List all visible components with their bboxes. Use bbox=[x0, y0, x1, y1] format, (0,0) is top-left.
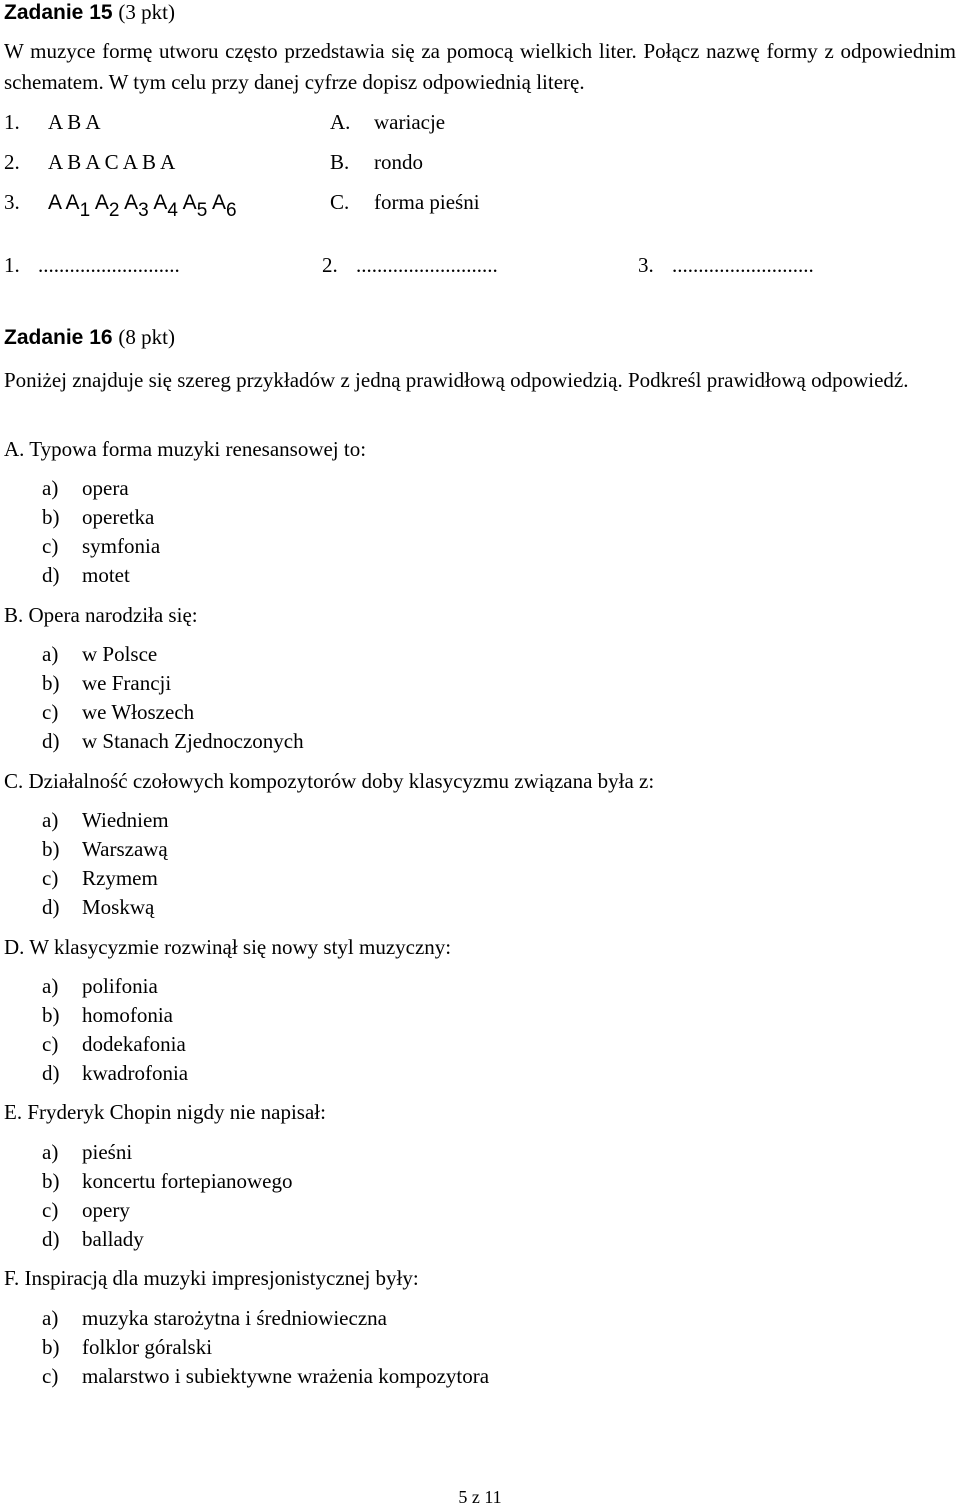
question-d-option-d[interactable]: d) kwadrofonia bbox=[42, 1061, 189, 1085]
question-d: D. W klasycyzmie rozwinął się nowy styl muzyczny: bbox=[4, 935, 452, 959]
question-d-option-b[interactable]: b) homofonia bbox=[42, 1003, 173, 1027]
question-f: F. Inspiracją dla muzyki impresjonistycznej były: bbox=[4, 1266, 419, 1290]
question-b: B. Opera narodziła się: bbox=[4, 603, 198, 627]
scheme-1: 1. A B A bbox=[4, 110, 101, 134]
scheme-2: 2. A B A C A B A bbox=[4, 150, 176, 174]
answer-1[interactable]: 1. ........................... bbox=[4, 253, 180, 277]
answer-3[interactable]: 3. ........................... bbox=[638, 253, 814, 277]
task-15-title: Zadanie 15 (3 pkt) bbox=[4, 0, 175, 24]
page-number: 5 z 11 bbox=[458, 1487, 502, 1507]
question-a: A. Typowa forma muzyki renesansowej to: bbox=[4, 437, 367, 461]
question-c-option-a[interactable]: a) Wiedniem bbox=[42, 808, 169, 832]
question-f-option-c[interactable]: c) malarstwo i subiektywne wrażenia kompozytora bbox=[42, 1364, 490, 1388]
question-c-option-d[interactable]: d) Moskwą bbox=[42, 895, 155, 919]
question-a-option-b[interactable]: b) operetka bbox=[42, 505, 155, 529]
question-e-option-c[interactable]: c) opery bbox=[42, 1198, 130, 1222]
question-f-option-b[interactable]: b) folklor góralski bbox=[42, 1335, 213, 1359]
question-c: C. Działalność czołowych kompozytorów doby klasycyzmu związana była z: bbox=[4, 769, 655, 793]
question-c-option-b[interactable]: b) Warszawą bbox=[42, 837, 168, 861]
scheme-3: 3. A $A_1$ $A_2$ $A_3$ $A_4$ $A_5$ $A_6$ bbox=[4, 190, 237, 221]
question-e-option-a[interactable]: a) pieśni bbox=[42, 1140, 133, 1164]
question-f-option-a[interactable]: a) muzyka starożytna i średniowieczna bbox=[42, 1306, 387, 1330]
question-a-option-a[interactable]: a) opera bbox=[42, 476, 129, 500]
question-d-option-c[interactable]: c) dodekafonia bbox=[42, 1032, 186, 1056]
form-a: A. wariacje bbox=[330, 110, 446, 134]
question-e: E. Fryderyk Chopin nigdy nie napisał: bbox=[4, 1100, 326, 1124]
scheme-3-sequence: A $A_1$ $A_2$ $A_3$ $A_4$ $A_5$ $A_6$ bbox=[48, 191, 237, 221]
form-b: B. rondo bbox=[330, 150, 423, 174]
question-b-option-a[interactable]: a) w Polsce bbox=[42, 642, 158, 666]
question-b-option-b[interactable]: b) we Francji bbox=[42, 671, 172, 695]
question-c-option-c[interactable]: c) Rzymem bbox=[42, 866, 158, 890]
task-16-instruction: Poniżej znajduje się szereg przykładów z jedną prawidłową odpowiedzią. Podkreśl prawidłową odpowiedź. bbox=[4, 368, 909, 392]
question-e-option-d[interactable]: d) ballady bbox=[42, 1227, 144, 1251]
form-c: C. forma pieśni bbox=[330, 190, 480, 214]
question-a-option-d[interactable]: d) motet bbox=[42, 563, 130, 587]
answer-2[interactable]: 2. ........................... bbox=[322, 253, 498, 277]
question-e-option-b[interactable]: b) koncertu fortepianowego bbox=[42, 1169, 293, 1193]
task-16-title: Zadanie 16 (8 pkt) bbox=[4, 325, 175, 349]
question-a-option-c[interactable]: c) symfonia bbox=[42, 534, 161, 558]
question-d-option-a[interactable]: a) polifonia bbox=[42, 974, 158, 998]
question-b-option-d[interactable]: d) w Stanach Zjednoczonych bbox=[42, 729, 304, 753]
task-15-instruction: W muzyce formę utworu często przedstawia się za pomocą wielkich liter. Połącz nazwę formy z odpowiednim schematem. W tym celu przy danej cyfrze dopisz odpowiednią literę. bbox=[4, 39, 956, 94]
question-b-option-c[interactable]: c) we Włoszech bbox=[42, 700, 195, 724]
